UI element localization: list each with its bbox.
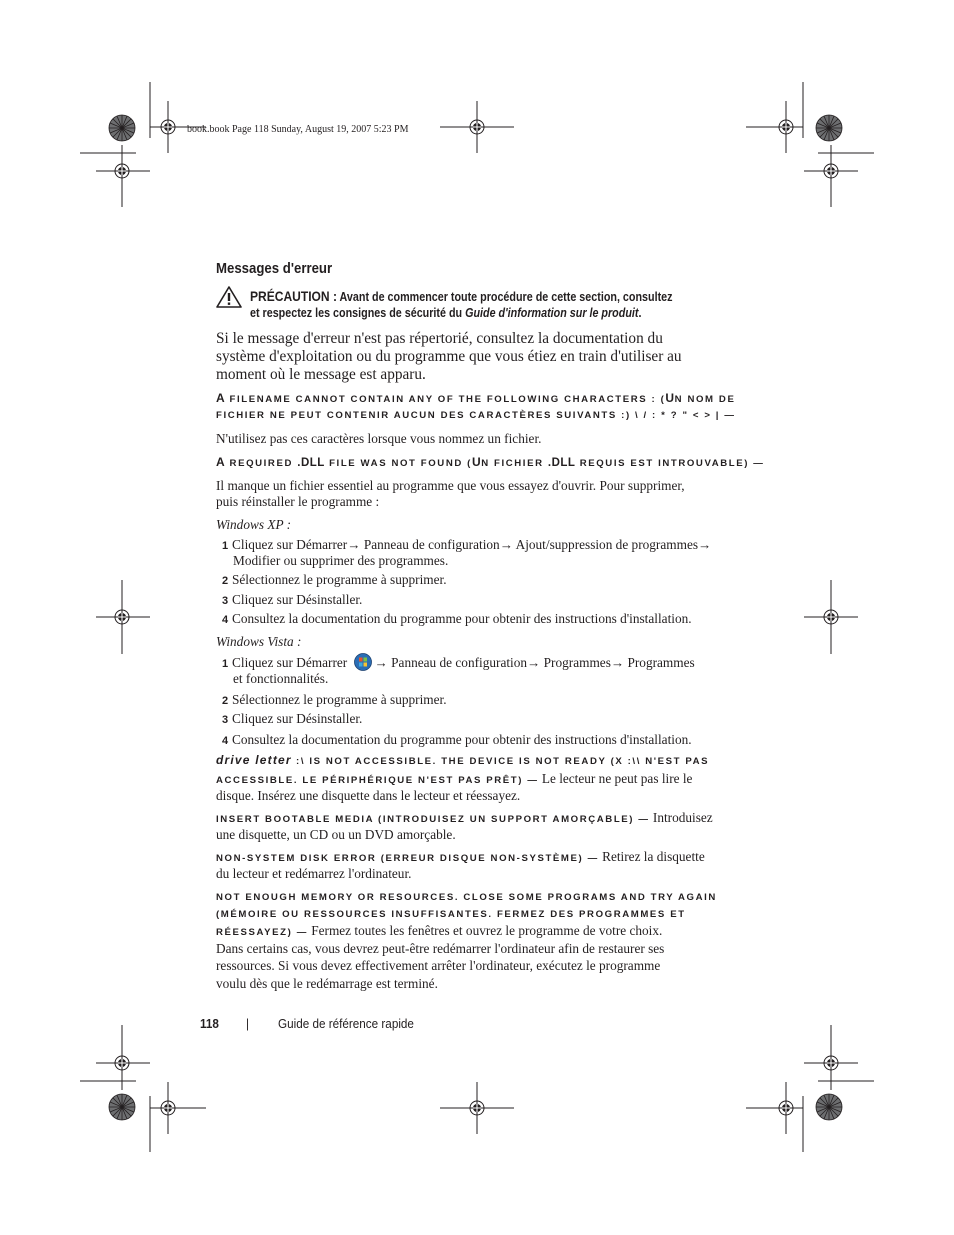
dll-error-desc-2: puis réinstaller le programme :: [216, 494, 380, 509]
vista-step-3: [222, 710, 362, 729]
step-number: 4: [222, 614, 229, 626]
sc-requis: REQUIS EST INTROUVABLE) —: [575, 458, 765, 469]
caution-line-2: [250, 305, 641, 322]
caution-line-1: [250, 288, 673, 306]
xp-step-3: [222, 591, 362, 610]
windows-vista-label: Windows Vista :: [216, 634, 302, 649]
sc-file-not-found: FILE WAS NOT FOUND (: [324, 458, 472, 469]
sc-text: NON-SYSTEM DISK ERROR (ERREUR DISQUE NON-SYSTÈME) —: [216, 853, 599, 864]
intro-line-2: système d'exploitation ou du programme que vous étiez en train d'utiliser au: [216, 348, 682, 365]
page-number-value: 118: [200, 1016, 219, 1031]
sc-fichier: N FICHIER: [481, 458, 548, 469]
nonsystem-desc-1: Retirez la disquette: [598, 849, 705, 864]
step-number: 3: [222, 714, 229, 726]
drive-error-heading-1: [216, 752, 709, 770]
insert-media-desc: une disquette, un CD ou un DVD amorçable.: [216, 827, 456, 842]
cap-u: U: [665, 391, 675, 405]
footer-separator: |: [246, 1016, 250, 1031]
windows-start-orb-icon: [353, 653, 373, 671]
sc-text: FILENAME CANNOT CONTAIN ANY OF THE FOLLOWING CHARACTERS : (: [225, 394, 666, 405]
step-number: 1: [222, 658, 229, 670]
section-title: Messages d'erreur: [216, 260, 333, 277]
page-number: [200, 1016, 219, 1031]
step-text: Consultez la documentation du programme pour obtenir des instructions d'installation.: [232, 611, 692, 626]
caution-period: .: [638, 306, 642, 320]
nonsystem-disk-desc: du lecteur et redémarrez l'ordinateur.: [216, 866, 412, 881]
filename-error-heading-2: FICHIER NE PEUT CONTENIR AUCUN DES CARACTÈRES SUIVANTS :) \ / : * ? " < > | —: [216, 410, 736, 421]
cap-a: A: [216, 391, 226, 405]
memory-desc-1: Fermez toutes les fenêtres et ouvrez le programme de votre choix.: [307, 923, 663, 938]
windows-xp-label: Windows XP :: [216, 517, 292, 532]
drive-letter-placeholder: drive letter: [216, 753, 292, 767]
dll-error-desc-1: Il manque un fichier essentiel au programme que vous essayez d'ouvrir. Pour supprimer,: [216, 478, 685, 493]
memory-desc-4: voulu dès que le redémarrage est terminé.: [216, 976, 438, 991]
sc-text: ACCESSIBLE. LE PÉRIPHÉRIQUE N'EST PAS PRÊT) —: [216, 775, 539, 786]
product-info-guide-link: Guide d'information sur le produit: [465, 306, 639, 320]
xp-step-4: [222, 610, 692, 629]
cap-u: U: [471, 455, 482, 469]
memory-desc-2: Dans certains cas, vous devrez peut-être redémarrer l'ordinateur afin de restaurer ses: [216, 941, 665, 956]
memory-error-heading-1: NOT ENOUGH MEMORY OR RESOURCES. CLOSE SOME PROGRAMS AND TRY AGAIN: [216, 892, 717, 903]
filename-error-desc: N'utilisez pas ces caractères lorsque vous nommez un fichier.: [216, 431, 542, 446]
modify-remove-programs: Modifier ou supprimer des programmes: [233, 553, 445, 568]
step-number: 4: [222, 735, 229, 747]
dll-ext: .DLL: [297, 457, 325, 469]
sc-text: RÉESSAYEZ) —: [216, 927, 308, 938]
memory-error-heading-2: (MÉMOIRE OU RESSOURCES INSUFFISANTES. FERMEZ DES PROGRAMMES ET: [216, 909, 686, 920]
dll-ext-2: .DLL: [547, 457, 576, 469]
sc-text: INSERT BOOTABLE MEDIA (INTRODUISEZ UN SUPPORT AMORÇABLE) —: [216, 814, 650, 825]
uninstall-label: Désinstaller: [296, 592, 360, 607]
step-text: Cliquez sur: [232, 537, 297, 552]
step-text: Cliquez sur: [232, 655, 297, 670]
sc-required: REQUIRED: [225, 458, 298, 469]
caution-text-1: Avant de commencer toute procédure de cette section, consultez: [339, 290, 673, 304]
step-text: Consultez la documentation du programme pour obtenir des instructions d'installation.: [232, 732, 692, 747]
caution-label: PRÉCAUTION :: [250, 288, 337, 304]
intro-line-1: Si le message d'erreur n'est pas répertorié, consultez la documentation du: [216, 330, 663, 347]
vista-step-2: [222, 691, 447, 710]
start-menu-path: Démarrer→ Panneau de configuration→ Ajout/suppression de programmes→: [296, 537, 712, 552]
period: .: [359, 592, 363, 607]
insert-desc-1: Introduisez: [649, 810, 713, 825]
dll-error-heading: [216, 454, 765, 472]
uninstall-label: Désinstaller: [296, 711, 360, 726]
print-header: book.book Page 118 Sunday, August 19, 2007 5:23 PM: [187, 124, 409, 135]
cap-a: A: [216, 455, 226, 469]
period: .: [359, 711, 363, 726]
sc-text-2: N NOM DE: [674, 394, 736, 405]
programs-features: et fonctionnalités: [233, 671, 325, 686]
memory-error-heading-3: [216, 922, 662, 941]
period: .: [324, 671, 329, 686]
xp-step-2: [222, 571, 447, 590]
step-text: Cliquez sur: [232, 711, 297, 726]
vista-step-4: [222, 731, 692, 750]
step-number: 2: [222, 695, 229, 707]
vista-step-1-cont: [233, 670, 328, 687]
caution-text-2: et respectez les consignes de sécurité du: [250, 306, 463, 320]
control-panel-path: → Panneau de configuration→ Programmes→ Programmes: [374, 655, 695, 670]
step-number: 2: [222, 575, 229, 587]
step-text: Sélectionnez le programme à supprimer.: [232, 692, 447, 707]
step-number: 1: [222, 540, 229, 552]
intro-line-3: moment où le message est apparu.: [216, 366, 426, 383]
start-label: Démarrer: [296, 655, 348, 670]
guide-title: Guide de référence rapide: [278, 1016, 414, 1031]
xp-step-1-cont: [233, 552, 448, 569]
memory-desc-3: ressources. Si vous devez effectivement arrêter l'ordinateur, exécutez le programme: [216, 958, 661, 973]
drive-desc-1: Le lecteur ne peut pas lire le: [538, 771, 693, 786]
sc-text: :\ IS NOT ACCESSIBLE. THE DEVICE IS NOT READY (X :\\ N'EST PAS: [291, 756, 710, 767]
period: .: [444, 553, 449, 568]
step-text: Cliquez sur: [232, 592, 297, 607]
drive-error-desc: disque. Insérez une disquette dans le lecteur et réessayez.: [216, 788, 521, 803]
filename-error-heading-1: [216, 390, 735, 408]
step-text: Sélectionnez le programme à supprimer.: [232, 572, 447, 587]
warning-triangle-icon: [216, 286, 242, 308]
step-number: 3: [222, 595, 229, 607]
